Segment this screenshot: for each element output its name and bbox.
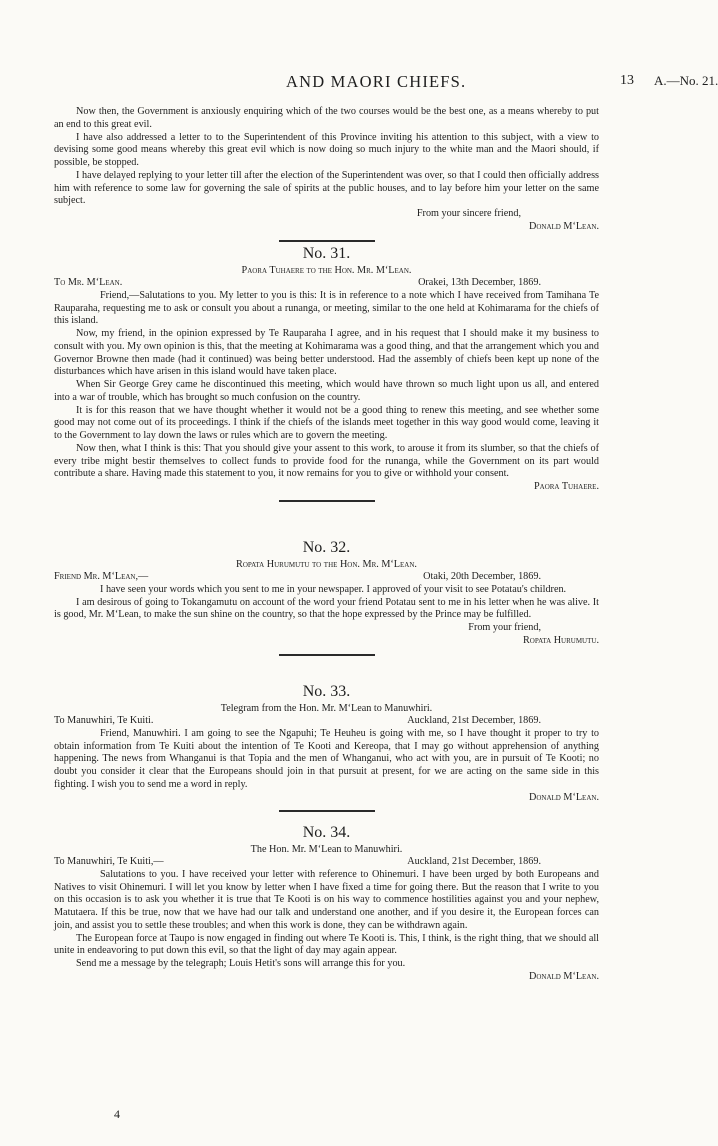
paragraph: Now, my friend, in the opinion expressed by Te Rauparaha I agree, and in his request that I should make it my business to consult with you. My own opinion is this, that the meeting at Kohimarama was a good thing, and that the arrangement which you and Governor Browne then made (had it continued) was being better understood. Had the assembly of chiefs been kept up none of the disturbances which have arisen in this island would have taken place. xyxy=(54,328,599,378)
page-number: 13 xyxy=(620,73,634,88)
address-line xyxy=(54,856,599,869)
paragraph: Salutations to you. I have received your letter with reference to Ohinemuri. I have been urged by both Europeans and Natives to visit Ohinemuri. I will let you know by letter when I have fixed a time for going there. But the reason that I write to you on this occasion is to ask you whether it is true that Te Kooti is on his way to commence hostilities against you and your nephew, Matutaera. If this be true, now that we have had our talk and understand one another, and if you desire it, the European forces can join, and assist you to settle these troubles; and when this work is done, they can be withdrawn again. xyxy=(54,868,599,931)
letter-number: No. 31. xyxy=(302,245,351,262)
letter-subtitle: Ropata Hurumutu to the Hon. Mr. M‘Lean. xyxy=(236,559,417,570)
letter-subtitle: Telegram from the Hon. Mr. M‘Lean to Manuwhiri. xyxy=(220,703,433,714)
signature: Donald M‘Lean. xyxy=(528,220,599,232)
paragraph: Now then, what I think is this: That you should give your assent to this work, to arouse it from its slumber, so that the chiefs of every tribe might bestir themselves to collect funds to provide food for the runanga, while the Government on its part would contribute a share. Having made this statement to you, it now remains for you to give or withhold your consent. xyxy=(54,442,599,480)
address-line xyxy=(54,277,599,290)
addressee: Friend Mr. M‘Lean,— xyxy=(54,571,149,582)
letter-date: Orakei, 13th December, 1869. xyxy=(418,277,541,288)
address-line xyxy=(54,571,599,584)
closing: From your sincere friend, xyxy=(416,208,521,219)
paper-reference: A.—No. 21. xyxy=(654,73,718,88)
signature: Ropata Hurumutu. xyxy=(523,634,599,646)
paragraph: When Sir George Grey came he discontinued this meeting, which would have thrown so much light upon us all, and entered into a war of trouble, which has brought so much confusion on the country. xyxy=(54,379,599,403)
closing: From your friend, xyxy=(468,622,541,633)
signature: Donald M‘Lean. xyxy=(528,791,599,803)
letter-no-34 xyxy=(54,823,599,984)
paragraph: I have also addressed a letter to to the Superintendent of this Province inviting his attention to this subject, with a view to devising some good means whereby this great evil which is now doing so much injury to the white man and the Maori should, if possible, be stopped. xyxy=(54,131,599,168)
address-line xyxy=(54,715,599,728)
paragraph: Now then, the Government is anxiously enquiring which of the two courses would be the best one, as a means whereby to put an end to this great evil. xyxy=(54,106,599,130)
letter-number: No. 32. xyxy=(302,539,351,556)
addressee: To Mr. M‘Lean. xyxy=(54,277,123,288)
letter-date: Auckland, 21st December, 1869. xyxy=(407,856,541,867)
section-rule xyxy=(279,810,375,812)
letter-number: No. 33. xyxy=(302,683,351,700)
section-rule xyxy=(279,240,375,242)
letter-no-32 xyxy=(54,538,599,660)
letter-date: Otaki, 20th December, 1869. xyxy=(423,571,541,582)
paragraph: I have delayed replying to your letter till after the election of the Superintendent was over, so that I could then officially address him with reference to some law for governing the sale of spirits at the public houses, and to lay before him your letter on the same subject. xyxy=(54,169,599,207)
signature: Donald M‘Lean. xyxy=(528,970,599,982)
paragraph: I am desirous of going to Tokangamutu on account of the word your friend Potatau sent to me in his letter when he was alive. It is good, Mr. M‘Lean, to make the sun shine on the country, so that the hope expressed by the Prince may be fulfilled. xyxy=(54,596,599,621)
signature: Paora Tuhaere. xyxy=(533,481,599,492)
addressee: To Manuwhiri, Te Kuiti. xyxy=(54,715,154,726)
letter-date: Auckland, 21st December, 1869. xyxy=(407,715,541,726)
letter-no-31 xyxy=(54,244,599,506)
paragraph: Friend, Manuwhiri. I am going to see the Ngapuhi; Te Heuheu is going with me, so I have thought it proper to try to obtain information from Te Kuiti about the intention of Te Kooti and Kereopa, that I may go without apprehension of anything happening. The news from Whanganui is that Topia and the men of Whanganui, who act with you, are in pursuit of Te Kooti; no doubt you consider it clear that the Europeans should join in that pursuit at present, for we are acting on the same side in this fighting. I wish you to send me a word in reply. xyxy=(54,727,599,790)
document-page xyxy=(54,0,718,1146)
running-head-title: AND MAORI CHIEFS. xyxy=(286,72,467,91)
letter-subtitle: Paora Tuhaere to the Hon. Mr. M‘Lean. xyxy=(241,265,412,276)
paragraph: Send me a message by the telegraph; Louis Hetit's sons will arrange this for you. xyxy=(76,958,406,969)
letter-no-33 xyxy=(54,682,599,816)
section-rule xyxy=(279,500,375,502)
paragraph: It is for this reason that we have thought whether it would not be a good thing to renew this meeting, and see whether some good may not come out of its proceedings. I think if the chiefs of the islands meet together in this way good would come, leaving it to the Government to lay down the laws or rules which are to govern the meeting. xyxy=(54,404,599,441)
addressee: To Manuwhiri, Te Kuiti,— xyxy=(54,856,164,867)
paragraph: Friend,—Salutations to you. My letter to you is this: It is in reference to a note which I have received from Tamihana Te Rauparaha, requesting me to ask or consult you about a runanga, or meeting, similar to the one held at Kohimarama for the chiefs of this island. xyxy=(54,289,599,327)
section-rule xyxy=(279,654,375,656)
signature-mark: 4 xyxy=(114,1107,120,1121)
letter-number: No. 34. xyxy=(302,824,351,841)
paragraph: I have seen your words which you sent to me in your newspaper. I approved of your visit to see Potatau's children. xyxy=(100,583,567,595)
paragraph: The European force at Taupo is now engaged in finding out where Te Kooti is. This, I think, is the right thing, that we should all unite in endeavoring to put down this evil, so that the light of day may again appear. xyxy=(54,932,599,957)
letter-subtitle: The Hon. Mr. M‘Lean to Manuwhiri. xyxy=(250,844,403,855)
continued-letter xyxy=(54,106,599,246)
